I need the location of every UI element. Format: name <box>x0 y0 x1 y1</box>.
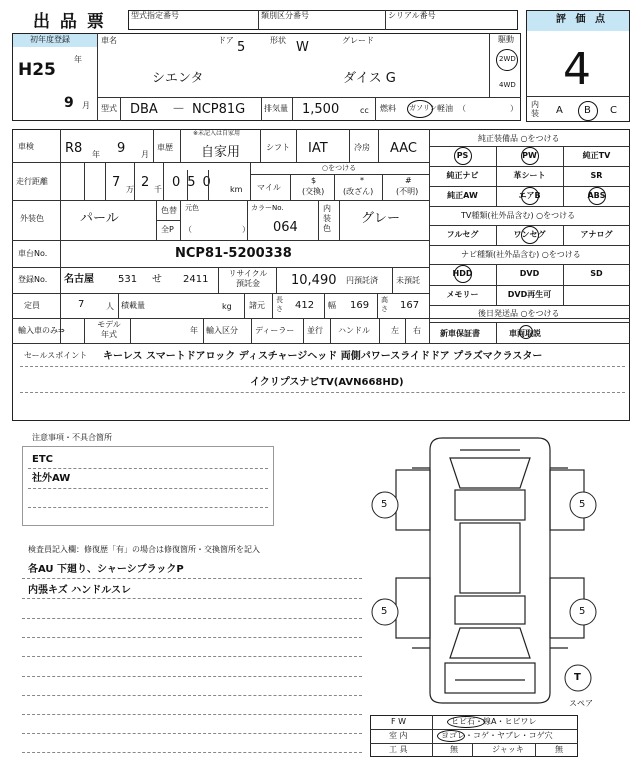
chassis-number: NCP81-5200338 <box>175 246 292 261</box>
plate-region: 名古屋 <box>64 274 94 285</box>
factory-item-0: PS <box>456 151 469 160</box>
interior-grade-b: B <box>584 105 591 116</box>
mileage-digit-2: 2 <box>141 175 150 190</box>
factory-item-8: ABS <box>587 191 606 200</box>
doc-manual: 車両取説 <box>509 329 541 338</box>
navi-item-3: メモリー <box>446 289 479 299</box>
shift-value: IAT <box>308 141 328 156</box>
factory-item-5: SR <box>590 171 603 180</box>
drive-2wd: 2WD <box>499 55 516 63</box>
plate-number: 2411 <box>183 274 209 285</box>
fuel-gasoline: ガソリン <box>409 104 437 112</box>
form-title: 出 品 票 <box>33 12 106 32</box>
body-shape: W <box>296 40 309 55</box>
navi-item-2: SD <box>590 269 603 279</box>
inspector-blank-line <box>22 637 362 638</box>
first-reg-era: H25 <box>18 60 56 80</box>
inspector-blank-line <box>22 598 362 599</box>
id-number-row <box>128 10 518 30</box>
model-prefix: DBA <box>130 102 158 117</box>
notes-box <box>22 446 274 526</box>
sales-points-line2: イクリプスナビTV(AVN668HD) <box>250 377 404 388</box>
shaken-era: R8 <box>65 141 83 156</box>
factory-item-2: 純正TV <box>582 151 611 160</box>
mileage-digit-3: 050 <box>172 175 218 190</box>
interior-color: グレー <box>361 211 401 226</box>
inspector-blank-line <box>22 752 362 753</box>
vehicle-history: 自家用 <box>201 145 241 160</box>
note-line-2: 社外AW <box>32 473 71 484</box>
first-reg-label: 初年度登録 <box>30 35 70 44</box>
interior-conditions: ヨゴレ・コゲ・ヤブレ・コゲ穴 <box>441 731 553 740</box>
doc-warranty: 新車保証書 <box>440 329 480 338</box>
inspector-line-2: 内張キズ ハンドルスレ <box>28 585 131 596</box>
interior-grade-a: A <box>556 105 563 116</box>
sales-points-line1: キーレス スマートドアロック ディスチャージヘッド 両側パワースライドドア プラズマクラスター <box>103 351 543 362</box>
navi-item-4: DVD再生可 <box>507 289 552 299</box>
note-line-1: ETC <box>32 454 53 465</box>
tv-item-1: ワンセグ <box>513 230 546 239</box>
fw-conditions: ヒビ石・線A・ヒビワレ <box>451 717 537 726</box>
navi-item-0: HDD <box>452 269 473 279</box>
exterior-color: パール <box>80 211 119 226</box>
model-code: NCP81G <box>192 102 246 117</box>
width: 169 <box>350 300 370 311</box>
height: 167 <box>400 300 420 311</box>
plate-class: 531 <box>118 274 138 285</box>
factory-item-6: 純正AW <box>447 191 478 200</box>
inspector-blank-line <box>22 656 362 657</box>
jack-value: 無 <box>555 745 563 754</box>
spare-label: スペア <box>569 699 593 708</box>
car-name: シエンタ <box>152 71 204 86</box>
rating-value: 4 <box>563 44 591 95</box>
factory-item-4: 革シート <box>513 171 546 180</box>
grade: ダイス G <box>343 71 396 86</box>
interior-grade-c: C <box>610 105 617 116</box>
spare-tire-value: T <box>574 672 581 683</box>
inspector-blank-line <box>22 695 362 696</box>
inspector-blank-line <box>22 714 362 715</box>
rating-label: 評 価 点 <box>556 14 608 25</box>
tools-value: 無 <box>450 745 458 754</box>
navi-item-1: DVD <box>519 269 540 279</box>
displacement: 1,500 <box>302 102 340 117</box>
type-no-label: 型式指定番号 <box>131 11 179 20</box>
inspector-blank-line <box>22 618 362 619</box>
inspector-line-1: 各AU 下廻り、シャーシブラックP <box>28 564 184 575</box>
tv-item-2: アナログ <box>580 230 613 239</box>
factory-item-7: エアB <box>518 191 541 200</box>
inspector-blank-line <box>22 733 362 734</box>
inspector-blank-line <box>22 676 362 677</box>
factory-item-1: PW <box>522 151 537 160</box>
color-number: 064 <box>273 220 298 235</box>
seats: 7 <box>78 299 85 310</box>
door-count: 5 <box>237 40 246 55</box>
first-reg-month: 9 <box>64 95 74 111</box>
tv-item-0: フルセグ <box>446 230 479 239</box>
category-no-label: 類別区分番号 <box>261 11 309 20</box>
aircon-value: AAC <box>390 141 417 156</box>
factory-item-3: 純正ナビ <box>446 171 479 180</box>
serial-no-label: シリアル番号 <box>388 11 436 20</box>
plate-kana: せ <box>152 274 162 285</box>
interior-grade-label: 内装 <box>531 100 539 118</box>
mileage-digit-1: 7 <box>112 175 121 190</box>
shaken-month: 9 <box>117 141 126 156</box>
recycle-amount: 10,490 <box>291 273 337 288</box>
drive-4wd: 4WD <box>499 81 516 89</box>
length: 412 <box>295 300 315 311</box>
car-body-diagram <box>360 428 630 718</box>
